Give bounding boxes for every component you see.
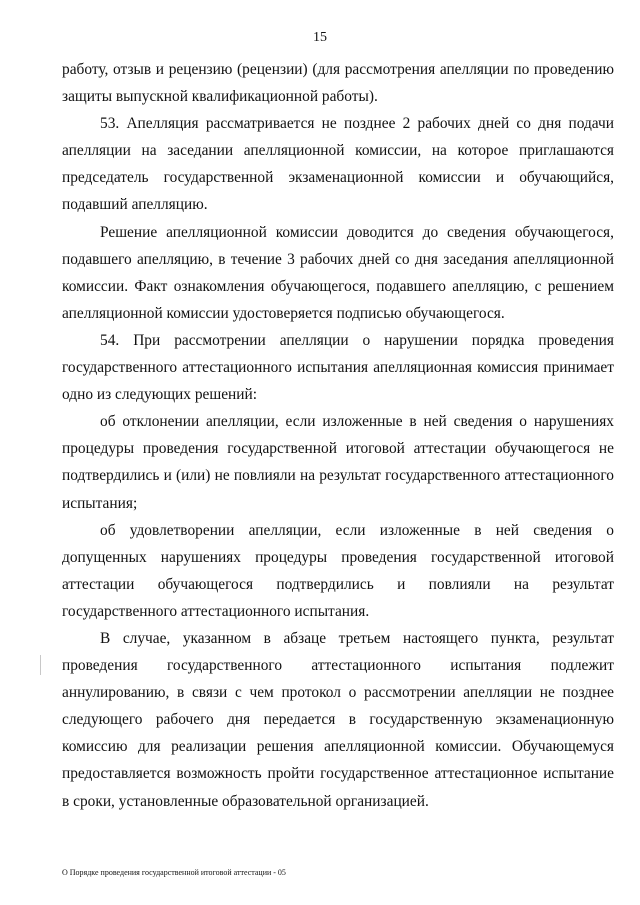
page-number: 15 <box>313 30 327 45</box>
paragraph-annulment: В случае, указанном в абзаце третьем настоящего пункта, результат проведения государственного аттестационного испытания подлежит аннулированию, в связи с чем протокол о рассмотрении апелляции не позднее следующего рабочего дня передается в государственную экзаменационную комиссию для реализации решения апелляционной комиссии. Обучающемуся предоставляется возможность пройти государственное аттестационное испытание в сроки, установленные образовательной организацией. <box>62 629 614 810</box>
paragraph-54: 54. При рассмотрении апелляции о нарушении порядка проведения государственного аттестационного испытания апелляционная комиссия принимает одно из следующих решений: <box>62 331 614 404</box>
paragraph-continuation: работу, отзыв и рецензию (рецензии) (для рассмотрения апелляции по проведению защиты выпускной квалификационной работы). <box>62 61 614 106</box>
margin-mark <box>40 655 41 675</box>
paragraph-rejection: об отклонении апелляции, если изложенные в ней сведения о нарушениях процедуры проведения государственной итоговой аттестации обучающегося не подтвердились и (или) не повлияли на результат государственного аттестационного испытания; <box>62 413 614 512</box>
footer: О Порядке проведения государственной итоговой аттестации - 05 <box>62 868 286 877</box>
document-body <box>62 56 614 815</box>
paragraph-53: 53. Апелляция рассматривается не позднее 2 рабочих дней со дня подачи апелляции на заседании апелляционной комиссии, на которое приглашаются председатель государственной экзаменационной комиссии и обучающийся, подавший апелляцию. <box>62 115 614 214</box>
paragraph-approval: об удовлетворении апелляции, если изложенные в ней сведения о допущенных нарушениях процедуры проведения государственной итоговой аттестации обучающегося подтвердились и повлияли на результат государственного аттестационного испытания. <box>62 521 614 620</box>
paragraph-appeal-decision: Решение апелляционной комиссии доводится до сведения обучающегося, подавшего апелляцию, в течение 3 рабочих дней со дня заседания апелляционной комиссии. Факт ознакомления обучающегося, подавшего апелляцию, с решением апелляционной комиссии удостоверяется подписью обучающегося. <box>62 223 614 322</box>
